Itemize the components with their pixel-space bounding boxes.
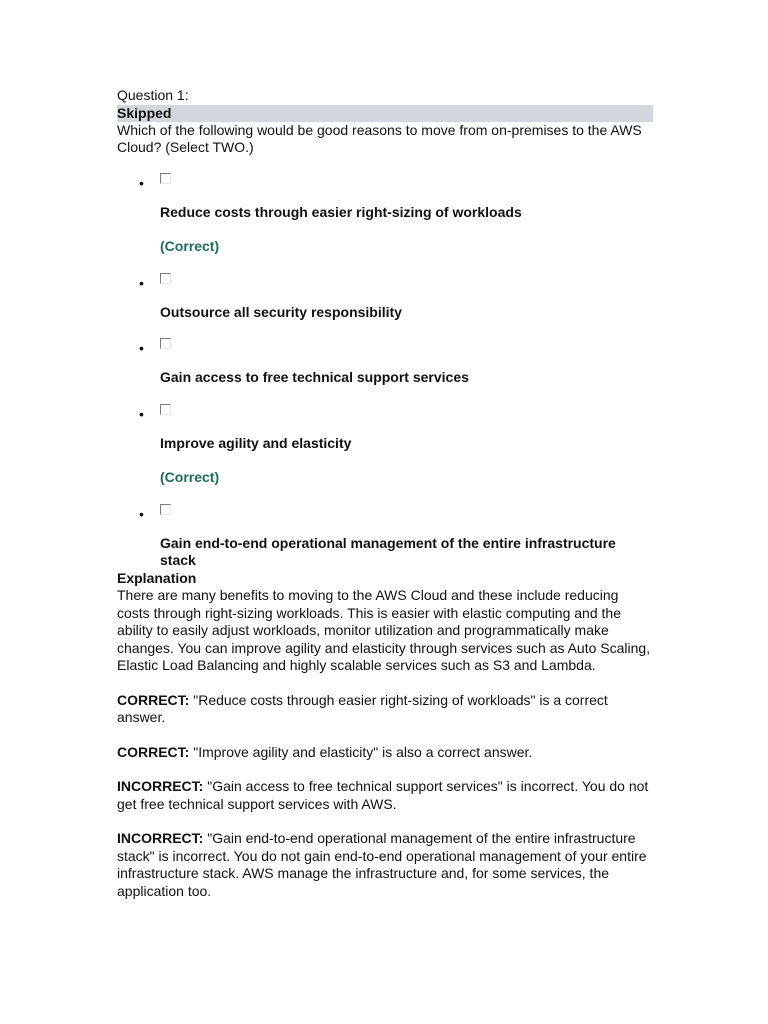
answer-option-2[interactable]	[117, 273, 653, 322]
verdict-2	[117, 744, 653, 762]
answer-option-4[interactable]	[117, 404, 653, 487]
verdict-label: INCORRECT:	[117, 830, 204, 846]
answer-option-1[interactable]	[117, 173, 653, 256]
option-label: Gain access to free technical support services	[160, 369, 469, 385]
status-badge: Skipped	[117, 105, 653, 122]
option-label: Reduce costs through easier right-sizing of workloads	[160, 203, 522, 220]
checkbox-icon[interactable]	[160, 173, 171, 184]
bullet-icon: •	[139, 274, 144, 291]
answer-option-3[interactable]	[117, 338, 653, 387]
checkbox-icon[interactable]	[160, 273, 171, 284]
verdict-text: "Improve agility and elasticity" is also a correct answer.	[189, 743, 533, 760]
checkbox-icon[interactable]	[160, 404, 171, 415]
bullet-icon: •	[139, 405, 144, 422]
correct-tag: (Correct)	[160, 469, 220, 485]
option-label: Outsource all security responsibility	[160, 303, 402, 320]
verdict-text: "Reduce costs through easier right-sizing of workloads" is a correct answer.	[117, 691, 608, 725]
correct-tag: (Correct)	[160, 238, 220, 254]
verdict-text: "Gain access to free technical support services" is incorrect. You do not get free technical support services with AWS.	[117, 778, 649, 812]
verdict-label: CORRECT:	[117, 691, 190, 708]
verdict-label: INCORRECT:	[117, 778, 204, 794]
option-label: Gain end-to-end operational management of the entire infrastructure stack	[160, 534, 616, 568]
explanation-body: There are many benefits to moving to the AWS Cloud and these include reducing costs through right-sizing workloads. This is easier with elastic computing and the ability to easily adjust workloads, monitor utilization and programmatically make changes. You can improve agility and elasticity through services such as Auto Scaling, Elastic Load Balancing and highly scalable services such as S3 and Lambda.	[117, 587, 651, 673]
verdict-label: CORRECT:	[117, 743, 190, 760]
option-label: Improve agility and elasticity	[160, 434, 352, 451]
question-number: Question 1:	[117, 87, 189, 103]
checkbox-icon[interactable]	[160, 338, 171, 349]
verdict-3	[117, 778, 653, 813]
verdict-1	[117, 692, 653, 727]
answer-option-5[interactable]	[117, 504, 653, 570]
answer-options	[117, 173, 653, 570]
bullet-icon: •	[139, 340, 144, 356]
verdict-text: "Gain end-to-end operational management of the entire infrastructure stack" is incorrect. You do not gain end-to-end operational management of your entire infrastructure stack. AWS manage the infrastructure and, for some services, the application too.	[117, 830, 647, 899]
question-text: Which of the following would be good reasons to move from on-premises to the AWS Cloud? (Select TWO.)	[117, 121, 642, 155]
checkbox-icon[interactable]	[160, 504, 171, 515]
question-card	[117, 87, 653, 917]
bullet-icon: •	[139, 505, 144, 522]
verdict-4	[117, 830, 653, 900]
bullet-icon: •	[139, 174, 144, 191]
explanation-heading: Explanation	[117, 569, 197, 586]
